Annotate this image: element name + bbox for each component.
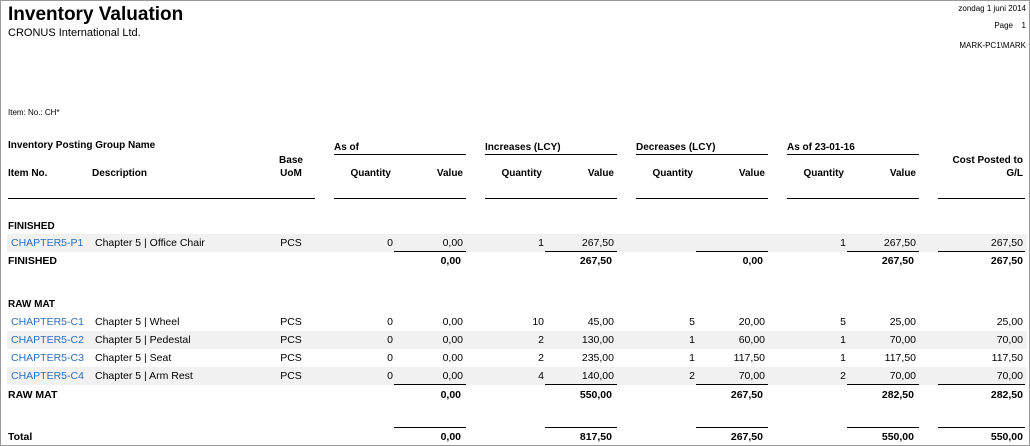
increases-value: 140,00 bbox=[581, 370, 614, 382]
increases-value: 235,00 bbox=[581, 352, 614, 364]
item-uom: PCS bbox=[280, 316, 302, 328]
item-uom: PCS bbox=[280, 334, 302, 346]
item-uom: PCS bbox=[280, 237, 302, 249]
group-name-rawmat: RAW MAT bbox=[8, 299, 56, 310]
increases-quantity: 10 bbox=[532, 316, 544, 328]
as-of-date-value: 70,00 bbox=[889, 370, 916, 382]
quantity-header: Quantity bbox=[501, 168, 542, 179]
item-uom: PCS bbox=[280, 352, 302, 364]
total-cost-posted: 267,50 bbox=[990, 255, 1023, 267]
decreases-value: 20,00 bbox=[738, 316, 765, 328]
cost-posted-header-line1: Cost Posted to bbox=[952, 155, 1023, 166]
item-no-header: Item No. bbox=[8, 168, 48, 179]
as-of-value: 0,00 bbox=[442, 352, 463, 364]
description-header: Description bbox=[92, 168, 148, 179]
as-of-quantity: 0 bbox=[387, 370, 393, 382]
as-of-quantity: 0 bbox=[387, 352, 393, 364]
item-uom: PCS bbox=[280, 370, 302, 382]
cost-posted-value: 117,50 bbox=[991, 352, 1023, 364]
grand-total-as-of-value: 0,00 bbox=[440, 431, 461, 443]
item-no-link[interactable]: CHAPTER5-P1 bbox=[11, 237, 84, 249]
page-number: 1 bbox=[1021, 21, 1026, 30]
as-of-quantity: 0 bbox=[387, 316, 393, 328]
grand-total-cost-posted: 550,00 bbox=[990, 431, 1023, 443]
total-as-of-value: 0,00 bbox=[440, 255, 461, 267]
decreases-header: Decreases (LCY) bbox=[636, 142, 716, 153]
grand-total-as-of-date-value: 550,00 bbox=[881, 431, 914, 443]
grand-total-increases-value: 817,50 bbox=[579, 431, 612, 443]
total-increases-value: 267,50 bbox=[579, 255, 612, 267]
as-of-date-quantity: 5 bbox=[840, 316, 846, 328]
total-cost-posted: 282,50 bbox=[990, 389, 1023, 401]
total-as-of-date-value: 267,50 bbox=[881, 255, 914, 267]
group-total-row bbox=[1, 386, 1029, 404]
item-no-link[interactable]: CHAPTER5-C2 bbox=[11, 334, 84, 346]
as-of-quantity: 0 bbox=[387, 334, 393, 346]
as-of-date-quantity: 1 bbox=[840, 334, 846, 346]
table-row bbox=[1, 367, 1029, 385]
as-of-date-value: 25,00 bbox=[889, 316, 916, 328]
cost-posted-value: 70,00 bbox=[996, 334, 1023, 346]
group-total-label: FINISHED bbox=[8, 255, 58, 267]
cost-posted-header-line2: G/L bbox=[1006, 168, 1023, 179]
cost-posted-value: 267,50 bbox=[990, 237, 1023, 249]
as-of-date-quantity: 1 bbox=[840, 352, 846, 364]
as-of-date-header: As of 23-01-16 bbox=[787, 142, 855, 153]
report-title: Inventory Valuation bbox=[8, 4, 184, 25]
cost-posted-value: 25,00 bbox=[996, 316, 1023, 328]
increases-quantity: 2 bbox=[538, 334, 544, 346]
increases-header: Increases (LCY) bbox=[485, 142, 561, 153]
as-of-date-quantity: 1 bbox=[840, 237, 846, 249]
grand-total-decreases-value: 267,50 bbox=[730, 431, 763, 443]
quantity-header: Quantity bbox=[350, 168, 391, 179]
total-decreases-value: 267,50 bbox=[730, 389, 763, 401]
item-description: Chapter 5 | Seat bbox=[95, 352, 172, 364]
value-header: Value bbox=[738, 168, 765, 179]
base-uom-header-line2: UoM bbox=[280, 168, 302, 179]
decreases-quantity: 1 bbox=[689, 334, 695, 346]
total-decreases-value: 0,00 bbox=[742, 255, 763, 267]
item-no-link[interactable]: CHAPTER5-C3 bbox=[11, 352, 84, 364]
group-total-row bbox=[1, 252, 1029, 270]
decreases-value: 117,50 bbox=[733, 352, 765, 364]
item-description: Chapter 5 | Pedestal bbox=[95, 334, 191, 346]
decreases-quantity: 5 bbox=[689, 316, 695, 328]
user-id: MARK-PC1\MARK bbox=[959, 41, 1026, 50]
value-header: Value bbox=[587, 168, 614, 179]
cost-posted-value: 70,00 bbox=[996, 370, 1023, 382]
as-of-date-value: 267,50 bbox=[883, 237, 916, 249]
as-of-date-quantity: 2 bbox=[840, 370, 846, 382]
as-of-value: 0,00 bbox=[442, 316, 463, 328]
table-row bbox=[1, 331, 1029, 349]
increases-value: 267,50 bbox=[581, 237, 614, 249]
item-description: Chapter 5 | Wheel bbox=[95, 316, 180, 328]
as-of-value: 0,00 bbox=[442, 370, 463, 382]
decreases-quantity: 2 bbox=[689, 370, 695, 382]
as-of-header: As of bbox=[334, 142, 359, 153]
increases-quantity: 4 bbox=[538, 370, 544, 382]
total-increases-value: 550,00 bbox=[579, 389, 612, 401]
increases-value: 130,00 bbox=[581, 334, 614, 346]
company-name: CRONUS International Ltd. bbox=[8, 27, 141, 39]
table-row bbox=[1, 349, 1029, 367]
total-as-of-value: 0,00 bbox=[440, 389, 461, 401]
group-name-finished: FINISHED bbox=[8, 221, 55, 232]
posting-group-header: Inventory Posting Group Name bbox=[8, 140, 156, 151]
report-date: zondag 1 juni 2014 bbox=[958, 4, 1026, 13]
item-description: Chapter 5 | Office Chair bbox=[95, 237, 205, 249]
increases-value: 45,00 bbox=[587, 316, 614, 328]
item-no-link[interactable]: CHAPTER5-C4 bbox=[11, 370, 84, 382]
item-filter: Item: No.: CH* bbox=[8, 108, 60, 117]
as-of-quantity: 0 bbox=[387, 237, 393, 249]
as-of-date-value: 117,50 bbox=[884, 352, 916, 364]
table-row bbox=[1, 234, 1029, 252]
quantity-header: Quantity bbox=[652, 168, 693, 179]
grand-total-row bbox=[1, 428, 1029, 446]
page-label: Page bbox=[994, 21, 1013, 30]
as-of-date-value: 70,00 bbox=[889, 334, 916, 346]
item-no-link[interactable]: CHAPTER5-C1 bbox=[11, 316, 84, 328]
base-uom-header-line1: Base bbox=[279, 155, 303, 166]
decreases-value: 60,00 bbox=[738, 334, 765, 346]
as-of-value: 0,00 bbox=[442, 237, 463, 249]
item-description: Chapter 5 | Arm Rest bbox=[95, 370, 193, 382]
quantity-header: Quantity bbox=[803, 168, 844, 179]
value-header: Value bbox=[889, 168, 916, 179]
as-of-value: 0,00 bbox=[442, 334, 463, 346]
increases-quantity: 2 bbox=[538, 352, 544, 364]
table-row bbox=[1, 313, 1029, 331]
grand-total-label: Total bbox=[8, 431, 33, 443]
value-header: Value bbox=[436, 168, 463, 179]
increases-quantity: 1 bbox=[538, 237, 544, 249]
decreases-quantity: 1 bbox=[689, 352, 695, 364]
group-total-label: RAW MAT bbox=[8, 389, 58, 401]
decreases-value: 70,00 bbox=[738, 370, 765, 382]
total-as-of-date-value: 282,50 bbox=[881, 389, 914, 401]
